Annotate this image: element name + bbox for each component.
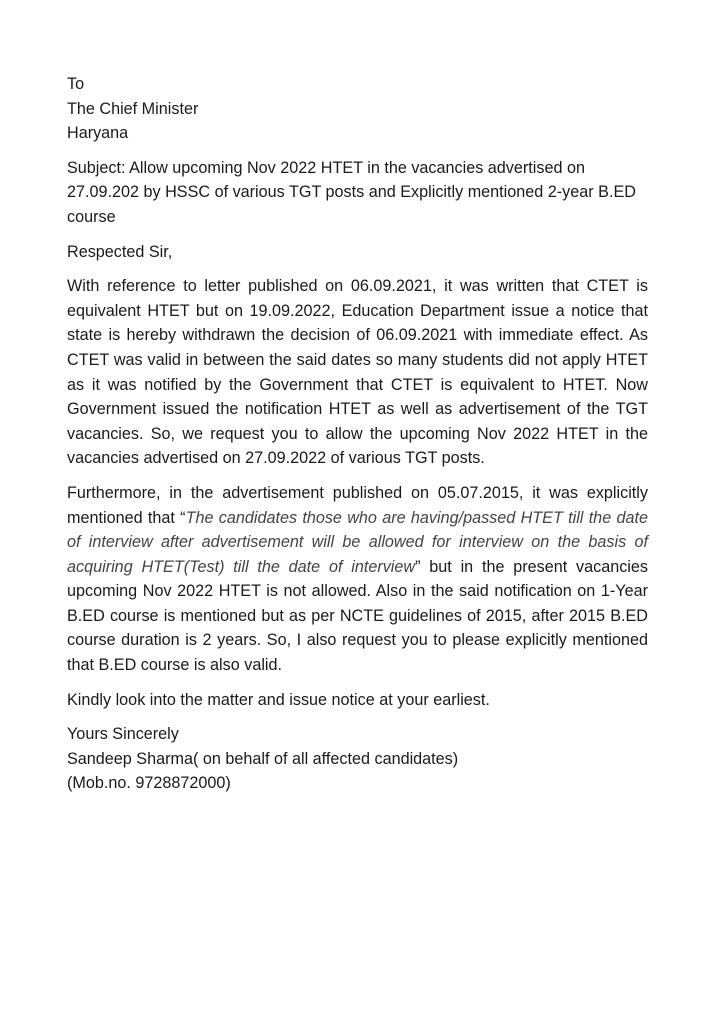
address-line-2: The Chief Minister [67, 99, 199, 118]
closing-request: Kindly look into the matter and issue notice at your earliest. [67, 690, 490, 709]
signoff: Yours Sincerely [67, 725, 179, 744]
salutation: Respected Sir, [67, 242, 173, 261]
body-paragraph-2 [67, 481, 648, 678]
recipient-address [67, 72, 648, 146]
address-line-3: Haryana [67, 124, 129, 143]
paragraph-2-rest: ” but in the present vacancies upcoming Nov 2022 HTET is not allowed. Also in the said notification on 1-Year B.ED course is mentioned but as per NCTE guidelines of 2015, after 2015 B.ED course duration is 2 years. So, I also request you to please explicitly mentioned that B.ED course is also valid. [67, 557, 648, 675]
address-line-1: To [67, 75, 85, 93]
paragraph-2-intro: Furthermore, in the advertisement published on 05.07.2015, it was explicitly mentioned that “ [67, 483, 648, 527]
contact-number: (Mob.no. 9728872000) [67, 774, 231, 793]
letter [67, 72, 648, 796]
subject-line: Subject: Allow upcoming Nov 2022 HTET in the vacancies advertised on 27.09.202 by HSSC of various TGT posts and Explicitly mentioned 2-year B.ED course [67, 158, 636, 226]
signature-name: Sandeep Sharma( on behalf of all affected candidates) [67, 749, 459, 768]
signature-block [67, 722, 648, 796]
quoted-clause: The candidates those who are having/passed HTET till the date of interview after advertisement will be allowed for interview on the basis of acquiring HTET(Test) till the date of interview [67, 508, 648, 576]
body-paragraph-1: With reference to letter published on 06.09.2021, it was written that CTET is equivalent HTET but on 19.09.2022, Education Department issue a notice that state is hereby withdrawn the decision of 06.09.2021 with immediate effect. As CTET was valid in between the said dates so many students did not apply HTET as it was notified by the Government that CTET is equivalent to HTET. Now Government issued the notification HTET as well as advertisement of the TGT vacancies. So, we request you to allow the upcoming Nov 2022 HTET in the vacancies advertised on 27.09.2022 of various TGT posts. [67, 277, 648, 468]
